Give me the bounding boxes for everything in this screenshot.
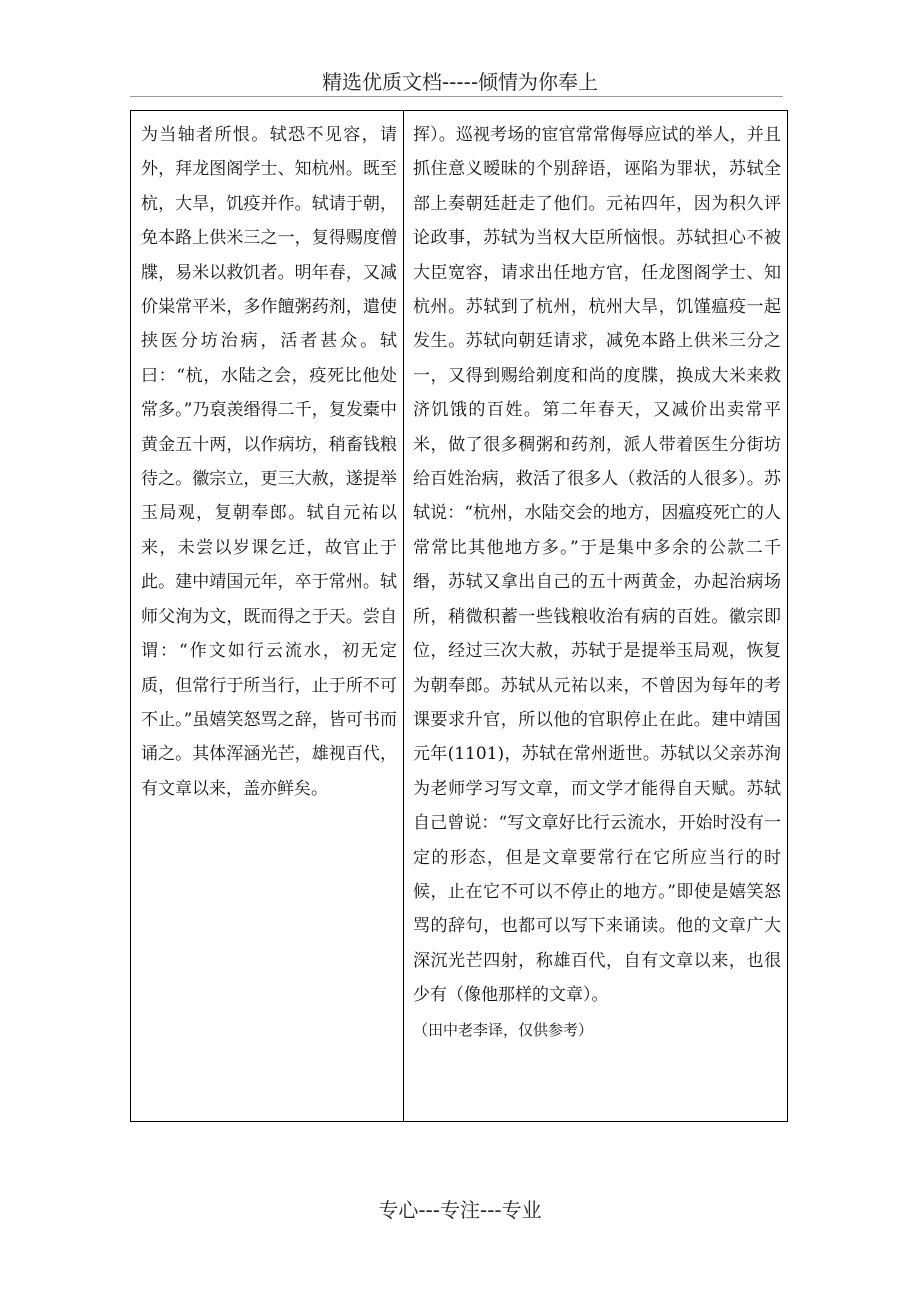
text-table [130,110,788,1122]
column-divider [403,110,404,1121]
translation-text: 挥）。巡视考场的宦官常常侮辱应试的举人，并且抓住意义暧昧的个别辞语，诬陷为罪状，苏轼全部上奏朝廷赶走了他们。元祐四年，因为积久评论政事，苏轼为当权大臣所恼恨。苏轼担心不被大臣宽容，请求出任地方官，任龙图阁学士、知杭州。苏轼到了杭州，杭州大旱，饥馑瘟疫一起发生。苏轼向朝廷请求，减免本路上供米三分之一，又得到赐给剃度和尚的度牒，换成大米来救济饥饿的百姓。第二年春天，又减价出卖常平米，做了很多稠粥和药剂，派人带着医生分街坊给百姓治病，救活了很多人（救活的人很多）。苏轼说：“杭州，水陆交会的地方，因瘟疫死亡的人常常比其他地方多。”于是集中多余的公款二千缗，苏轼又拿出自己的五十两黄金，办起治病场所，稍微积蓄一些钱粮收治有病的百姓。徽宗即位，经过三次大赦，苏轼于是提举玉局观，恢复为朝奉郎。苏轼从元祐以来，不曾因为每年的考课要求升官，所以他的官职停止在此。建中靖国元年(1101)，苏轼在常州逝世。苏轼以父亲苏洵为老师学习写文章，而文学才能得自天赋。苏轼自己曾说：“写文章好比行云流水，开始时没有一定的形态，但是文章要常行在它所应当行的时候，止在它不可以不停止的地方。”即使是嬉笑怒骂的辞句，也都可以写下来诵读。他的文章广大深沉光芒四射，称雄百代，自有文章以来，也很少有（像他那样的文章）。 [413,125,781,1006]
classical-text-cell: 为当轴者所恨。轼恐不见容，请外，拜龙图阁学士、知杭州。既至杭，大旱，饥疫并作。轼请于朝，免本路上供米三之一，复得赐度僧牒，易米以救饥者。明年春，又减价粜常平米，多作饘粥药剂，遣使挟医分坊治病，活者甚众。轼曰：“杭，水陆之会，疫死比他处常多。”乃裒羡缗得二千，复发橐中黄金五十两，以作病坊，稍畜钱粮待之。徽宗立，更三大赦，遂提举玉局观，复朝奉郎。轼自元祐以来，未尝以岁课乞迁，故官止于此。建中靖国元年，卒于常州。轼师父洵为文，既而得之于天。尝自谓：“作文如行云流水，初无定质，但常行于所当行，止于所不可不止。”虽嬉笑怒骂之辞，皆可书而诵之。其体浑涵光芒，雄视百代，有文章以来，盖亦鲜矣。 [141,125,397,799]
translation-cell [413,118,781,1045]
table-top-border [131,110,787,111]
page-header: 精选优质文档-----倾情为你奉上 [321,70,599,94]
translator-note: （田中老李译，仅供参考） [413,1020,594,1039]
header-divider [130,96,783,97]
page-footer: 专心---专注---专业 [378,1198,542,1222]
